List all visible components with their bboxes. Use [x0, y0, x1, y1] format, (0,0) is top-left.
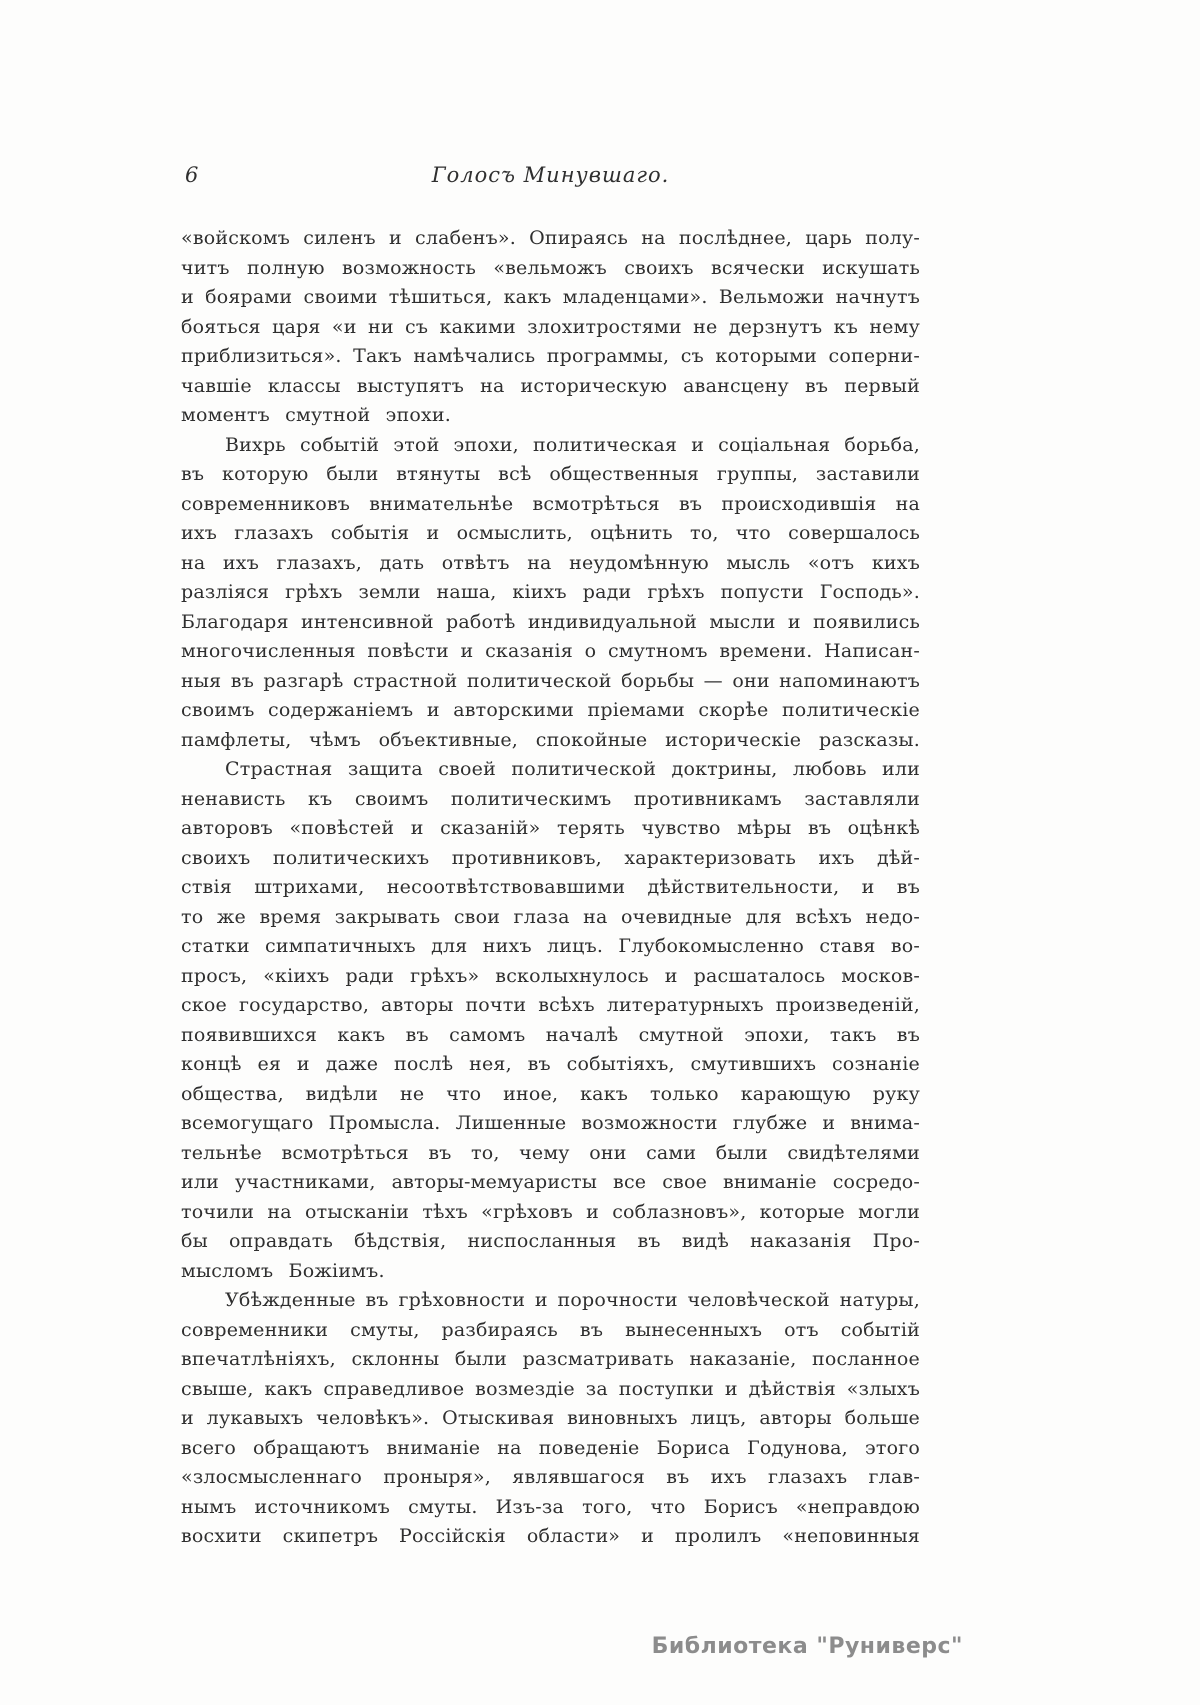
- text-line: бояться царя «и ни съ какими злохитростями не дерзнутъ къ нему: [181, 315, 920, 338]
- text-line: современники смуты, разбираясь въ вынесенныхъ отъ событій: [181, 1318, 920, 1341]
- text-body: [181, 224, 920, 1552]
- text-line: ныя въ разгарѣ страстной политической борьбы — они напоминаютъ: [181, 669, 920, 692]
- text-line: ихъ глазахъ событія и осмыслить, оцѣнить то, что совершалось: [181, 522, 920, 544]
- text-line: или участниками, авторы-мемуаристы все свое вниманіе сосредо-: [181, 1171, 920, 1193]
- text-line: впечатлѣніяхъ, склонны были разсматривать наказаніе, посланное: [181, 1348, 920, 1370]
- text-line: «войскомъ силенъ и слабенъ». Опираясь на послѣднее, царь полу-: [181, 227, 920, 249]
- text-line: Вихрь событій этой эпохи, политическая и соціальная борьба,: [225, 433, 920, 456]
- running-header: [181, 163, 920, 188]
- text-line: моментъ смутной эпохи.: [181, 404, 452, 426]
- text-line: статки симпатичныхъ для нихъ лицъ. Глубокомысленно ставя во-: [181, 935, 920, 957]
- page-number: 6: [185, 163, 199, 187]
- text-line: Убѣжденные въ грѣховности и порочности человѣческой натуры,: [225, 1289, 920, 1311]
- text-line: въ которую были втянуты всѣ общественныя группы, заставили: [181, 463, 920, 485]
- text-line: и лукавыхъ человѣкъ». Отыскивая виновныхъ лицъ, авторы больше: [181, 1407, 920, 1429]
- running-title: Голосъ Минувшаго.: [431, 163, 670, 187]
- text-line: бы оправдать бѣдствія, ниспосланныя въ видѣ наказанія Про-: [181, 1230, 920, 1252]
- text-line: мысломъ Божіимъ.: [181, 1259, 385, 1282]
- library-watermark: Библиотека "Руниверс": [651, 1634, 963, 1659]
- text-line: всемогущаго Промысла. Лишенные возможности глубже и внима-: [181, 1112, 920, 1134]
- text-line: свыше, какъ справедливое возмездіе за поступки и дѣйствія «злыхъ: [181, 1377, 920, 1400]
- text-line: своихъ политическихъ противниковъ, характеризовать ихъ дѣй-: [181, 846, 920, 869]
- text-line: многочисленныя повѣсти и сказанія о смутномъ времени. Написан-: [181, 640, 920, 662]
- text-line: всего обращаютъ вниманіе на поведеніе Бориса Годунова, этого: [181, 1436, 920, 1459]
- text-line: разліяся грѣхъ земли наша, кіихъ ради грѣхъ попусти Господь».: [181, 581, 920, 603]
- text-line: ненависть къ своимъ политическимъ противникамъ заставляли: [181, 787, 920, 810]
- text-line: ское государство, авторы почти всѣхъ литературныхъ произведеній,: [181, 994, 920, 1016]
- text-line: своимъ содержаніемъ и авторскими пріемами скорѣе политическіе: [181, 699, 920, 721]
- text-block: [181, 163, 920, 1552]
- text-line: чавшіе классы выступятъ на историческую авансцену въ первый: [181, 374, 920, 397]
- text-line: памфлеты, чѣмъ объективные, спокойные историческіе разсказы.: [181, 728, 920, 751]
- text-line: появившихся какъ въ самомъ началѣ смутной эпохи, такъ въ: [181, 1023, 920, 1046]
- text-line: общества, видѣли не что иное, какъ только карающую руку: [181, 1082, 920, 1105]
- text-line: Страстная защита своей политической доктрины, любовь или: [225, 758, 920, 780]
- text-line: то же время закрывать свои глаза на очевидные для всѣхъ недо-: [181, 905, 920, 928]
- text-line: на ихъ глазахъ, дать отвѣтъ на неудомѣнную мысль «отъ кихъ: [181, 551, 920, 574]
- text-line: нымъ источникомъ смуты. Изъ-за того, что Борисъ «неправдою: [181, 1495, 920, 1518]
- text-line: тельнѣе всмотрѣться въ то, чему они сами были свидѣтелями: [181, 1141, 920, 1164]
- text-line: «злосмысленнаго проныря», являвшагося въ ихъ глазахъ глав-: [181, 1466, 920, 1488]
- text-line: приблизиться». Такъ намѣчались программы, съ которыми соперни-: [181, 345, 920, 367]
- text-line: просъ, «кіихъ ради грѣхъ» всколыхнулось и расшаталось москов-: [181, 964, 920, 987]
- text-line: и боярами своими тѣшиться, какъ младенцами». Вельможи начнутъ: [181, 286, 920, 308]
- text-line: концѣ ея и даже послѣ нея, въ событіяхъ, смутившихъ сознаніе: [181, 1053, 920, 1075]
- text-line: точили на отысканіи тѣхъ «грѣховъ и соблазновъ», которые могли: [181, 1200, 920, 1223]
- text-line: ствія штрихами, несоотвѣтствовавшими дѣйствительности, и въ: [181, 876, 920, 898]
- text-line: читъ полную возможность «вельможъ своихъ всячески искушать: [181, 256, 920, 279]
- text-line: авторовъ «повѣстей и сказаній» терять чувство мѣры въ оцѣнкѣ: [181, 817, 920, 839]
- text-line: восхити скипетръ Россійскія области» и пролилъ «неповинныя: [181, 1525, 920, 1547]
- text-line: Благодаря интенсивной работѣ индивидуальной мысли и появились: [181, 610, 920, 633]
- text-line: современниковъ внимательнѣе всмотрѣться въ происходившія на: [181, 492, 920, 515]
